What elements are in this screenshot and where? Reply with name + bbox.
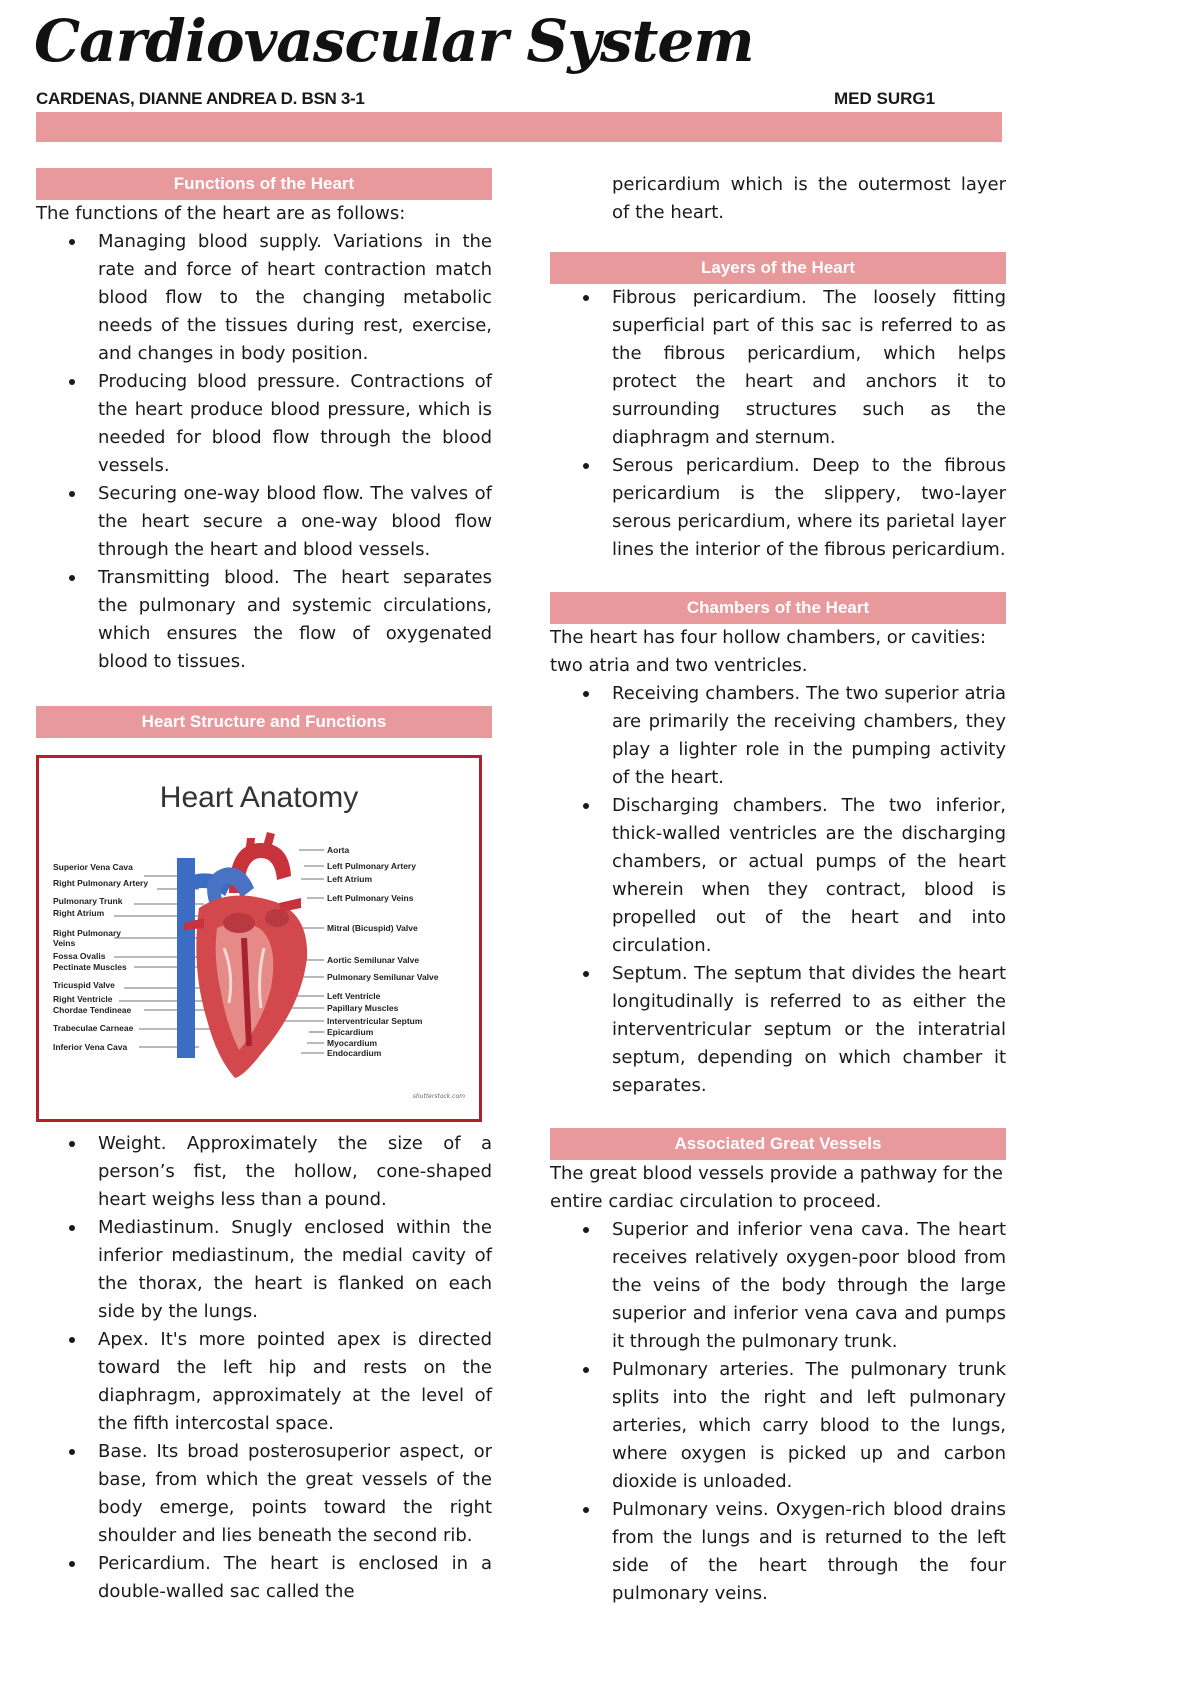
list-item: Pulmonary veins. Oxygen-rich blood drains from the lungs and is returned to the left side of the heart through the four pulmonary veins. [550,1496,1006,1608]
functions-list [36,228,492,676]
list-item: Mediastinum. Snugly enclosed within the inferior mediastinum, the medial cavity of the thorax, the heart is flanked on each side by the lungs. [36,1214,492,1326]
label-myocardium: Myocardium [327,1038,378,1048]
label-right-pulmonary-veins: Right Pulmonary Veins [53,928,122,948]
label-left-pulmonary-veins: Left Pulmonary Veins [327,893,414,903]
list-item: Securing one-way blood flow. The valves of the heart secure a one-way blood flow through the heart and blood vessels. [36,480,492,564]
pericardium-continuation: pericardium which is the outermost layer of the heart. [612,174,1006,223]
label-tricuspid-valve: Tricuspid Valve [53,980,115,990]
section-heading-functions: Functions of the Heart [36,168,492,200]
list-item: Receiving chambers. The two superior atria are primarily the receiving chambers, they play a lighter role in the pumping activity of the heart. [550,680,1006,792]
section-heading-structure: Heart Structure and Functions [36,706,492,738]
label-pectinate-muscles: Pectinate Muscles [53,962,127,972]
left-column [36,168,492,1606]
list-item: Serous pericardium. Deep to the fibrous pericardium is the slippery, two-layer serous pericardium, where its parietal layer lines the interior of the fibrous pericardium. [550,452,1006,564]
functions-intro: The functions of the heart are as follows: [36,203,406,224]
label-fossa-ovalis: Fossa Ovalis [53,951,106,961]
list-item: Septum. The septum that divides the heart longitudinally is referred to as either the interventricular septum or the interatrial septum, depending on which chamber it separates. [550,960,1006,1100]
figure-title: Heart Anatomy [159,781,359,814]
label-aorta: Aorta [327,845,350,855]
list-item: Transmitting blood. The heart separates the pulmonary and systemic circulations, which ensures the flow of oxygenated blood to tissues. [36,564,492,676]
label-inferior-vena-cava: Inferior Vena Cava [53,1042,128,1052]
section-heading-layers: Layers of the Heart [550,252,1006,284]
list-item: Fibrous pericardium. The loosely fitting superficial part of this sac is referred to as the fibrous pericardium, which helps protect the heart and anchors it to surrounding structures such as the diaphragm and sternum. [550,284,1006,452]
label-right-ventricle: Right Ventricle [53,994,113,1004]
list-item: Apex. It's more pointed apex is directed toward the left hip and rests on the diaphragm, approximately at the level of the fifth intercostal space. [36,1326,492,1438]
label-pulmonary-trunk: Pulmonary Trunk [53,896,123,906]
author-line: CARDENAS, DIANNE ANDREA D. BSN 3-1 [36,89,365,108]
label-endocardium: Endocardium [327,1048,382,1058]
label-left-pulmonary-artery: Left Pulmonary Artery [327,861,416,871]
list-item: Pericardium. The heart is enclosed in a double-walled sac called the [36,1550,492,1606]
vessels-list [550,1216,1006,1608]
section-heading-vessels: Associated Great Vessels [550,1128,1006,1160]
list-item: Superior and inferior vena cava. The heart receives relatively oxygen-poor blood from the veins of the body through the large superior and inferior vena cava and pumps it through the pulmonary trunk. [550,1216,1006,1356]
label-epicardium: Epicardium [327,1027,374,1037]
course-label: MED SURG1 [834,89,936,108]
figure-credit: shutterstock.com [412,1093,465,1100]
label-left-ventricle: Left Ventricle [327,991,381,1001]
right-column [550,171,1006,1608]
structure-list [36,1130,492,1606]
label-pulmonary-semilunar-valve: Pulmonary Semilunar Valve [327,972,439,982]
section-heading-chambers: Chambers of the Heart [550,592,1006,624]
label-superior-vena-cava: Superior Vena Cava [53,862,133,872]
list-item: Discharging chambers. The two inferior, thick-walled ventricles are the discharging chambers, or actual pumps of the heart wherein when they contract, blood is propelled out of the heart and into circulation. [550,792,1006,960]
label-left-atrium: Left Atrium [327,874,373,884]
list-item: Producing blood pressure. Contractions of the heart produce blood pressure, which is needed for blood flow through the blood vessels. [36,368,492,480]
label-papillary-muscles: Papillary Muscles [327,1003,399,1013]
header-divider-bar [36,112,1002,142]
heart-anatomy-figure [36,755,482,1122]
label-right-atrium: Right Atrium [53,908,105,918]
document-title: Cardiovascular System [34,7,754,75]
chambers-intro: The heart has four hollow chambers, or cavities: two atria and two ventricles. [550,627,987,676]
label-interventricular-septum: Interventricular Septum [327,1016,423,1026]
chambers-list [550,680,1006,1100]
label-trabeculae-carneae: Trabeculae Carneae [53,1023,134,1033]
layers-list [550,284,1006,564]
label-aortic-semilunar-valve: Aortic Semilunar Valve [327,955,420,965]
list-item: Base. Its broad posterosuperior aspect, or base, from which the great vessels of the body emerge, points toward the right shoulder and lies beneath the second rib. [36,1438,492,1550]
label-mitral-valve: Mitral (Bicuspid) Valve [327,923,418,933]
vessels-intro: The great blood vessels provide a pathway for the entire cardiac circulation to proceed. [550,1163,1003,1212]
label-chordae-tendineae: Chordae Tendineae [53,1005,132,1015]
list-item: Managing blood supply. Variations in the rate and force of heart contraction match blood flow to the changing metabolic needs of the tissues during rest, exercise, and changes in body position. [36,228,492,368]
list-item: Weight. Approximately the size of a person’s fist, the hollow, cone-shaped heart weighs less than a pound. [36,1130,492,1214]
list-item: Pulmonary arteries. The pulmonary trunk splits into the right and left pulmonary arteries, which carry blood to the lungs, where oxygen is picked up and carbon dioxide is unloaded. [550,1356,1006,1496]
label-right-pulmonary-artery: Right Pulmonary Artery [53,878,149,888]
